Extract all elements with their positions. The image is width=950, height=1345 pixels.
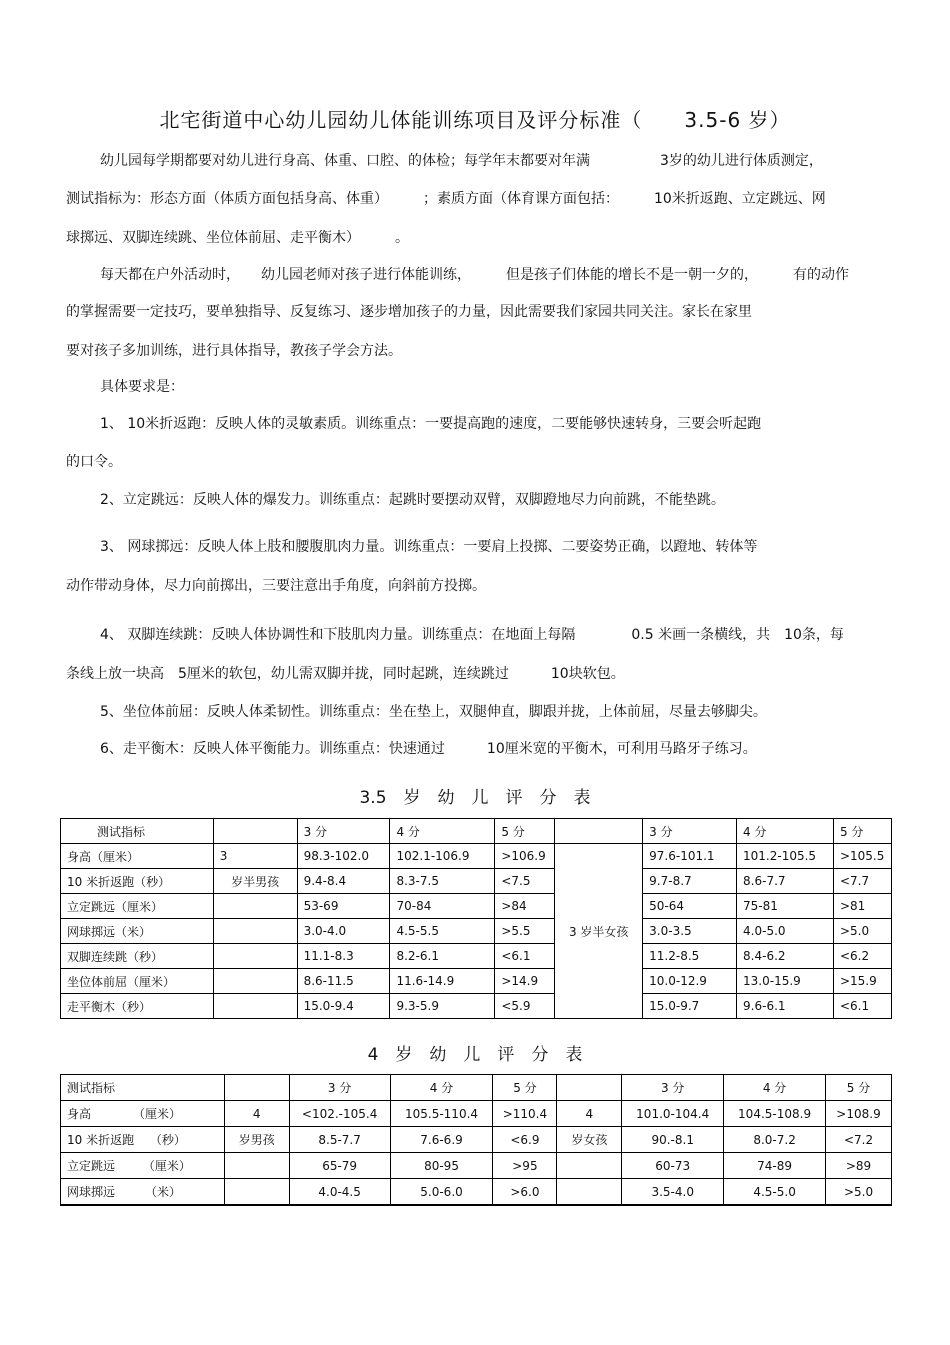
cell: >95 [493,1153,557,1179]
table-3-5-title: 3.5 岁 幼 儿 评 分 表 [359,788,591,808]
boy-label-cell: 4 [224,1101,289,1127]
header-cell: 4 分 [724,1075,826,1101]
cell: >5.0 [826,1179,892,1206]
cell: >108.9 [826,1101,892,1127]
item-1-line-2: 的口令。 [66,454,122,470]
cell: 50-64 [643,894,737,919]
girl-label-cell: 岁女孩 [557,1127,622,1153]
girl-label-cell: 3 岁半女孩 [555,844,643,1019]
requirements-heading: 具体要求是： [100,379,184,395]
cell: 105.5-110.4 [390,1101,493,1127]
cell: <6.1 [833,994,891,1019]
cell: 8.6-7.7 [737,869,834,894]
cell: <7.5 [495,869,555,894]
empty-cell [213,944,297,969]
row-label: 网球掷远（米） [61,919,214,944]
row-label: 10 米折返跑（秒） [61,869,214,894]
cell: 80-95 [390,1153,493,1179]
header-cell: 5 分 [826,1075,892,1101]
cell: 8.2-6.1 [390,944,495,969]
table-row [61,1153,892,1179]
score-table-3-5-years [60,818,892,1019]
cell: 102.1-106.9 [390,844,495,869]
cell: >81 [833,894,891,919]
cell: <5.9 [495,994,555,1019]
cell: 90.-8.1 [622,1127,724,1153]
cell: 9.7-8.7 [643,869,737,894]
table-row [61,919,892,944]
header-cell: 4 分 [390,1075,493,1101]
cell: >6.0 [493,1179,557,1206]
cell: 101.0-104.4 [622,1101,724,1127]
cell: <7.7 [833,869,891,894]
header-cell: 5 分 [493,1075,557,1101]
header-cell: 3 分 [643,819,737,844]
score-table-4-years [60,1074,892,1206]
cell: 11.1-8.3 [297,944,390,969]
cell: 70-84 [390,894,495,919]
girl-label-cell: 4 [557,1101,622,1127]
item-1-line-1: 1、 10米折返跑：反映人体的灵敏素质。训练重点：一要提高跑的速度，二要能够快速转身，三要会听起跑 [100,416,762,432]
item-3-line-2: 动作带动身体，尽力向前掷出，三要注意出手角度，向斜前方投掷。 [66,578,486,594]
header-cell [555,819,643,844]
header-cell [213,819,297,844]
cell: 53-69 [297,894,390,919]
table-row [61,944,892,969]
row-label: 立定跳远（厘米） [61,894,214,919]
intro-paragraph-2-line-1: 每天都在户外活动时， 幼儿园老师对孩子进行体能训练， 但是孩子们体能的增长不是一朝一夕的， 有的动作 [100,267,849,283]
table-row [61,844,892,869]
header-cell: 5 分 [495,819,555,844]
empty-cell [213,919,297,944]
cell: 8.0-7.2 [724,1127,826,1153]
boy-label-cell [224,1153,289,1179]
item-6: 6、走平衡木：反映人体平衡能力。训练重点：快速通过 10厘米宽的平衡木，可利用马路牙子练习。 [100,741,757,757]
cell: >84 [495,894,555,919]
cell: <6.9 [493,1127,557,1153]
row-label: 身高 （厘米） [61,1101,225,1127]
cell: 97.6-101.1 [643,844,737,869]
cell: >105.5 [833,844,891,869]
cell: 8.4-6.2 [737,944,834,969]
girl-label-cell [557,1153,622,1179]
table-row [61,1127,892,1153]
cell: >110.4 [493,1101,557,1127]
cell: >89 [826,1153,892,1179]
cell: <6.2 [833,944,891,969]
item-5: 5、坐位体前屈：反映人体柔韧性。训练重点：坐在垫上，双腿伸直，脚跟并拢，上体前屈，尽量去够脚尖。 [100,704,767,720]
header-cell: 测试指标 [61,819,214,844]
header-cell: 3 分 [622,1075,724,1101]
intro-paragraph-1-line-3: 球掷远、双脚连续跳、坐位体前屈、走平衡木） 。 [66,230,409,246]
header-cell: 3 分 [289,1075,390,1101]
header-cell: 4 分 [737,819,834,844]
cell: 10.0-12.9 [643,969,737,994]
boy-label-cell: 3 [213,844,297,869]
table-row [61,894,892,919]
table-4-title: 4 岁 幼 儿 评 分 表 [367,1045,583,1065]
header-cell: 测试指标 [61,1075,225,1101]
cell: 11.2-8.5 [643,944,737,969]
cell: 8.3-7.5 [390,869,495,894]
cell: <6.1 [495,944,555,969]
intro-paragraph-1-line-2: 测试指标为：形态方面（体质方面包括身高、体重） ；素质方面（体育课方面包括： 10米折返跑、立定跳远、网 [66,191,826,207]
intro-paragraph-2-line-2: 的掌握需要一定技巧，要单独指导、反复练习、逐步增加孩子的力量，因此需要我们家园共同关注。家长在家里 [66,304,752,320]
cell: 101.2-105.5 [737,844,834,869]
table-header-row [61,1075,892,1101]
table-header-row [61,819,892,844]
boy-label-cell: 岁男孩 [224,1127,289,1153]
cell: 13.0-15.9 [737,969,834,994]
cell: 11.6-14.9 [390,969,495,994]
empty-cell [213,994,297,1019]
table-row [61,869,892,894]
intro-paragraph-2-line-3: 要对孩子多加训练，进行具体指导，教孩子学会方法。 [66,343,402,359]
cell: 4.0-5.0 [737,919,834,944]
item-4-line-1: 4、 双脚连续跳：反映人体协调性和下肢肌肉力量。训练重点：在地面上每隔 0.5 米画一条横线，共 10条，每 [100,627,844,643]
cell: 60-73 [622,1153,724,1179]
table-row [61,1101,892,1127]
girl-label-cell [557,1179,622,1206]
cell: 9.6-6.1 [737,994,834,1019]
cell: 15.0-9.4 [297,994,390,1019]
boy-label-cell [224,1179,289,1206]
cell: >15.9 [833,969,891,994]
empty-cell [213,894,297,919]
cell: 4.5-5.5 [390,919,495,944]
cell: 4.5-5.0 [724,1179,826,1206]
page-title: 北宅街道中心幼儿园幼儿体能训练项目及评分标准（ 3.5-6 岁） [159,108,791,132]
cell: <7.2 [826,1127,892,1153]
cell: >14.9 [495,969,555,994]
header-cell: 3 分 [297,819,390,844]
empty-cell [213,969,297,994]
boy-label-cell: 岁半男孩 [213,869,297,894]
cell: 98.3-102.0 [297,844,390,869]
item-2: 2、立定跳远：反映人体的爆发力。训练重点：起跳时要摆动双臂，双脚蹬地尽力向前跳，不能垫跳。 [100,492,725,508]
cell: 5.0-6.0 [390,1179,493,1206]
cell: 15.0-9.7 [643,994,737,1019]
table-row [61,969,892,994]
header-cell: 5 分 [833,819,891,844]
cell: 74-89 [724,1153,826,1179]
cell: 65-79 [289,1153,390,1179]
item-4-line-2: 条线上放一块高 5厘米的软包，幼儿需双脚并拢，同时起跳，连续跳过 10块软包。 [66,666,625,682]
cell: 8.6-11.5 [297,969,390,994]
cell: 3.0-3.5 [643,919,737,944]
header-cell [224,1075,289,1101]
cell: 9.3-5.9 [390,994,495,1019]
header-cell [557,1075,622,1101]
row-label: 走平衡木（秒） [61,994,214,1019]
cell: >5.5 [495,919,555,944]
item-3-line-1: 3、 网球掷远：反映人体上肢和腰腹肌肉力量。训练重点：一要肩上投掷、二要姿势正确，以蹬地、转体等 [100,539,758,555]
cell: >106.9 [495,844,555,869]
cell: 3.5-4.0 [622,1179,724,1206]
cell: >5.0 [833,919,891,944]
cell: <102.-105.4 [289,1101,390,1127]
cell: 4.0-4.5 [289,1179,390,1206]
cell: 9.4-8.4 [297,869,390,894]
row-label: 10 米折返跑 （秒） [61,1127,225,1153]
cell: 8.5-7.7 [289,1127,390,1153]
table-row [61,994,892,1019]
row-label: 立定跳远 （厘米） [61,1153,225,1179]
row-label: 双脚连续跳（秒） [61,944,214,969]
header-cell: 4 分 [390,819,495,844]
cell: 75-81 [737,894,834,919]
cell: 104.5-108.9 [724,1101,826,1127]
cell: 7.6-6.9 [390,1127,493,1153]
intro-paragraph-1-line-1: 幼儿园每学期都要对幼儿进行身高、体重、口腔、的体检；每学年末都要对年满 3岁的幼儿进行体质测定， [100,153,823,169]
table-row [61,1179,892,1206]
row-label: 身高（厘米） [61,844,214,869]
cell: 3.0-4.0 [297,919,390,944]
row-label: 坐位体前屈（厘米） [61,969,214,994]
row-label: 网球掷远 （米） [61,1179,225,1206]
